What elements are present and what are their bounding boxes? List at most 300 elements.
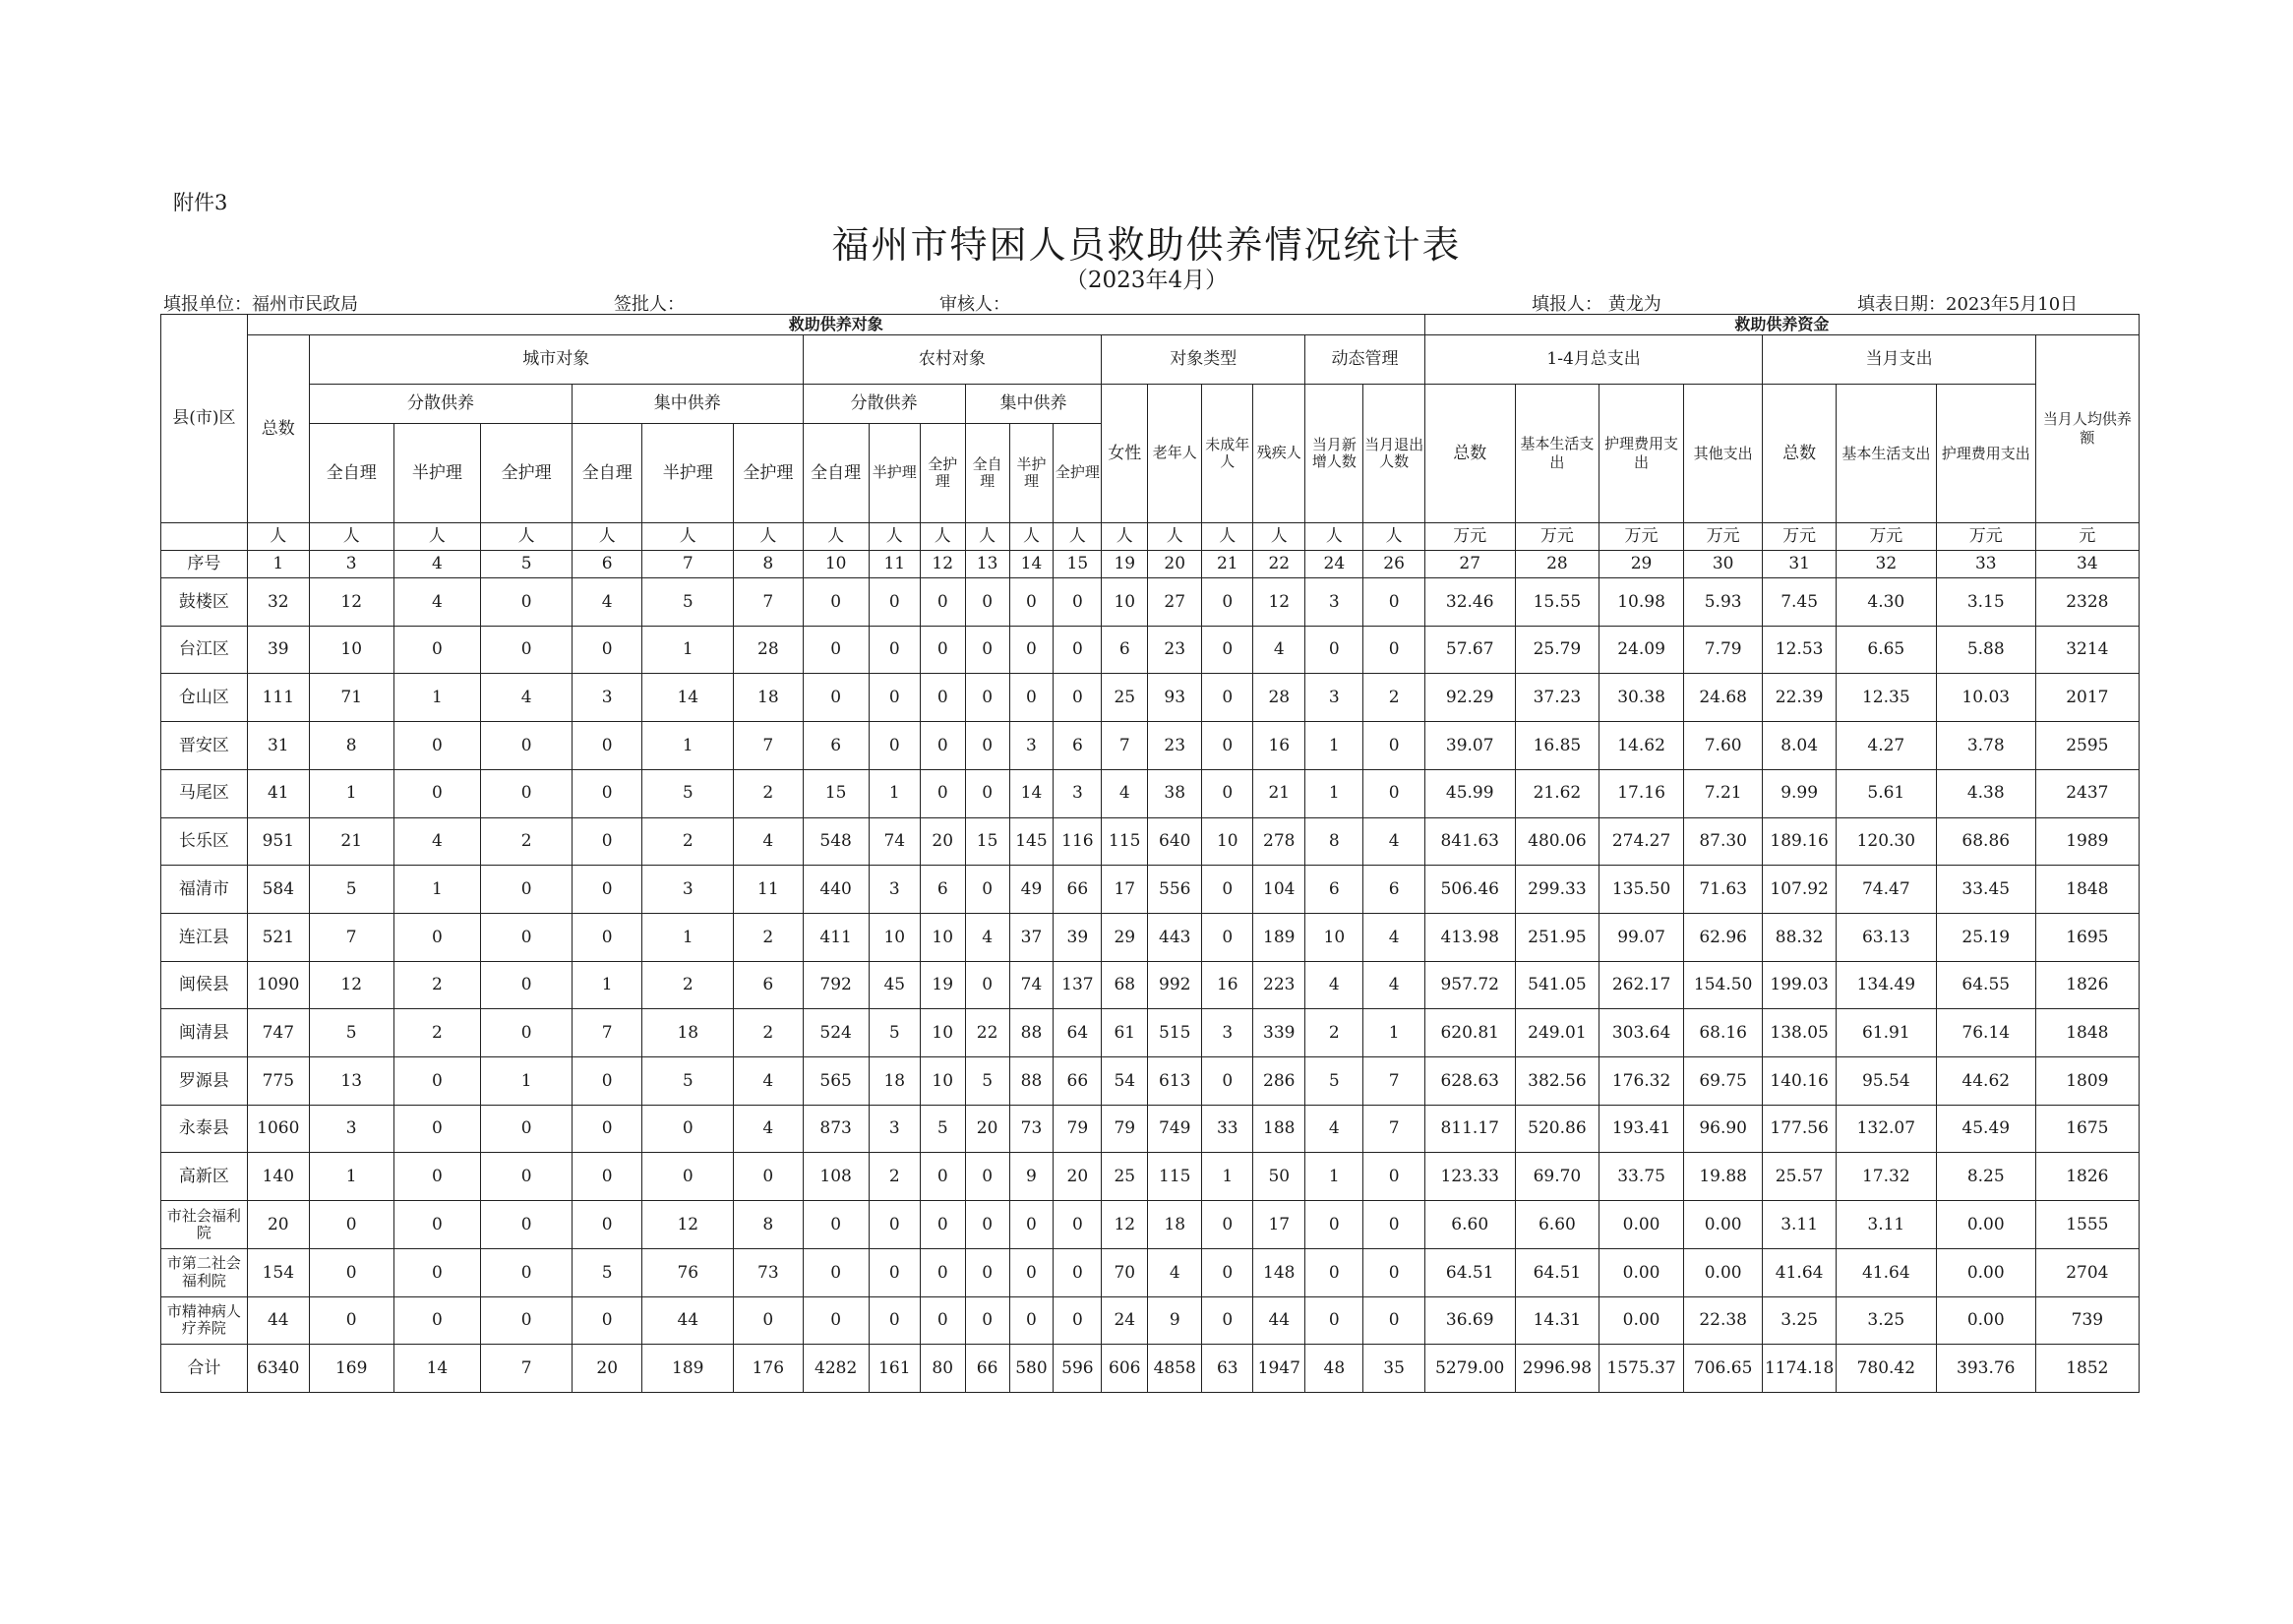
table-cell: 0 xyxy=(965,1248,1009,1296)
table-cell: 0 xyxy=(1363,1153,1424,1201)
table-cell: 115 xyxy=(1102,817,1148,866)
table-cell: 17 xyxy=(1102,866,1148,914)
table-cell: 37.23 xyxy=(1515,674,1599,722)
table-cell: 8.25 xyxy=(1936,1153,2035,1201)
hdr-exp-month: 当月支出 xyxy=(1763,335,2035,385)
table-cell: 556 xyxy=(1148,866,1202,914)
table-cell: 0 xyxy=(965,1296,1009,1345)
table-cell: 6 xyxy=(1054,722,1102,770)
table-cell: 18 xyxy=(734,674,803,722)
table-cell: 0 xyxy=(869,578,920,627)
table-cell: 382.56 xyxy=(1515,1057,1599,1106)
table-cell: 14 xyxy=(393,1345,481,1393)
row-county-name: 马尾区 xyxy=(161,769,248,817)
table-cell: 2 xyxy=(642,817,734,866)
table-cell: 3.11 xyxy=(1836,1201,1936,1249)
table-cell: 0 xyxy=(393,626,481,674)
table-cell: 1 xyxy=(642,626,734,674)
table-cell: 620.81 xyxy=(1424,1009,1515,1057)
table-cell: 1695 xyxy=(2035,913,2139,961)
hdr-minor: 未成年人 xyxy=(1202,385,1253,523)
table-cell: 70 xyxy=(1102,1248,1148,1296)
table-cell: 41 xyxy=(247,769,309,817)
table-cell: 739 xyxy=(2035,1296,2139,1345)
table-cell: 0 xyxy=(920,769,965,817)
seq-number-cell: 1 xyxy=(247,551,309,578)
table-cell: 1 xyxy=(393,674,481,722)
table-cell: 4.27 xyxy=(1836,722,1936,770)
row-county-name: 永泰县 xyxy=(161,1105,248,1153)
unit-cell: 人 xyxy=(573,523,642,551)
hdr-urban-centralized: 集中供养 xyxy=(573,385,804,424)
table-row xyxy=(161,866,2140,914)
table-cell: 1989 xyxy=(2035,817,2139,866)
table-cell: 0 xyxy=(481,1296,573,1345)
table-cell: 6 xyxy=(1363,866,1424,914)
table-cell: 41.64 xyxy=(1763,1248,1836,1296)
table-cell: 1 xyxy=(393,866,481,914)
table-cell: 0 xyxy=(1009,674,1054,722)
table-cell: 79 xyxy=(1054,1105,1102,1153)
table-cell: 7 xyxy=(1363,1105,1424,1153)
table-cell: 5.61 xyxy=(1836,769,1936,817)
table-cell: 57.67 xyxy=(1424,626,1515,674)
table-cell: 0 xyxy=(803,1201,869,1249)
table-cell: 0 xyxy=(1305,626,1363,674)
page-title: 福州市特困人员救助供养情况统计表 xyxy=(831,223,1462,267)
unit-cell: 人 xyxy=(642,523,734,551)
table-cell: 8 xyxy=(309,722,393,770)
table-cell: 3.78 xyxy=(1936,722,2035,770)
seq-number-cell: 22 xyxy=(1253,551,1305,578)
table-cell: 74 xyxy=(1009,961,1054,1009)
hdr-u-s-self: 全自理 xyxy=(309,424,393,523)
table-cell: 49 xyxy=(1009,866,1054,914)
table-cell: 5 xyxy=(1305,1057,1363,1106)
table-cell: 5 xyxy=(869,1009,920,1057)
units-blank-cell xyxy=(161,523,248,551)
unit-cell: 人 xyxy=(1009,523,1054,551)
table-row xyxy=(161,1296,2140,1345)
table-cell: 0 xyxy=(393,1153,481,1201)
table-cell: 17.16 xyxy=(1599,769,1684,817)
unit-cell: 万元 xyxy=(1936,523,2035,551)
unit-cell: 万元 xyxy=(1836,523,1936,551)
hdr-r-c-semi: 半护理 xyxy=(1009,424,1054,523)
table-cell: 18 xyxy=(642,1009,734,1057)
table-cell: 0 xyxy=(309,1296,393,1345)
table-cell: 7.45 xyxy=(1763,578,1836,627)
seq-number-cell: 11 xyxy=(869,551,920,578)
table-cell: 66 xyxy=(1054,1057,1102,1106)
table-cell: 32.46 xyxy=(1424,578,1515,627)
table-cell: 23 xyxy=(1148,722,1202,770)
table-cell: 2 xyxy=(642,961,734,1009)
hdr-fm-total: 总数 xyxy=(1763,385,1836,523)
table-cell: 1 xyxy=(642,722,734,770)
table-cell: 10 xyxy=(309,626,393,674)
table-cell: 2 xyxy=(393,961,481,1009)
table-cell: 443 xyxy=(1148,913,1202,961)
unit-cell: 人 xyxy=(481,523,573,551)
table-cell: 0 xyxy=(481,1153,573,1201)
table-cell: 0 xyxy=(393,1201,481,1249)
hdr-f14-other: 其他支出 xyxy=(1683,385,1763,523)
table-row xyxy=(161,674,2140,722)
table-cell: 841.63 xyxy=(1424,817,1515,866)
table-cell: 1 xyxy=(309,1153,393,1201)
table-cell: 99.07 xyxy=(1599,913,1684,961)
table-cell: 12 xyxy=(1102,1201,1148,1249)
table-cell: 145 xyxy=(1009,817,1054,866)
table-cell: 5 xyxy=(642,578,734,627)
table-cell: 1826 xyxy=(2035,961,2139,1009)
table-cell: 4 xyxy=(734,1105,803,1153)
seq-number-cell: 33 xyxy=(1936,551,2035,578)
table-cell: 0 xyxy=(481,866,573,914)
hdr-fm-care: 护理费用支出 xyxy=(1936,385,2035,523)
meta-reviewer: 审核人： xyxy=(939,294,1010,315)
table-cell: 33.45 xyxy=(1936,866,2035,914)
table-cell: 7 xyxy=(1363,1057,1424,1106)
table-cell: 3.11 xyxy=(1763,1201,1836,1249)
table-cell: 0 xyxy=(573,1153,642,1201)
row-county-name: 高新区 xyxy=(161,1153,248,1201)
table-cell: 115 xyxy=(1148,1153,1202,1201)
table-cell: 36.69 xyxy=(1424,1296,1515,1345)
table-cell: 64.51 xyxy=(1515,1248,1599,1296)
table-cell: 28 xyxy=(734,626,803,674)
table-cell: 3 xyxy=(642,866,734,914)
seq-number-cell: 4 xyxy=(393,551,481,578)
table-cell: 30.38 xyxy=(1599,674,1684,722)
table-cell: 0 xyxy=(393,1296,481,1345)
table-cell: 96.90 xyxy=(1683,1105,1763,1153)
row-county-name: 长乐区 xyxy=(161,817,248,866)
table-cell: 0 xyxy=(1363,1296,1424,1345)
table-cell: 0 xyxy=(803,674,869,722)
table-cell: 0 xyxy=(573,866,642,914)
table-cell: 8.04 xyxy=(1763,722,1836,770)
table-cell: 1675 xyxy=(2035,1105,2139,1153)
table-cell: 0 xyxy=(573,769,642,817)
table-cell: 0 xyxy=(1202,866,1253,914)
row-county-name: 闽侯县 xyxy=(161,961,248,1009)
row-county-name: 市精神病人疗养院 xyxy=(161,1296,248,1345)
table-cell: 262.17 xyxy=(1599,961,1684,1009)
table-cell: 2 xyxy=(481,817,573,866)
table-cell: 35 xyxy=(1363,1345,1424,1393)
table-cell: 6 xyxy=(734,961,803,1009)
table-cell: 0 xyxy=(920,674,965,722)
table-cell: 303.64 xyxy=(1599,1009,1684,1057)
table-cell: 189 xyxy=(1253,913,1305,961)
seq-number-cell: 34 xyxy=(2035,551,2139,578)
table-cell: 5 xyxy=(309,1009,393,1057)
table-cell: 0 xyxy=(1054,1296,1102,1345)
hdr-f14-care: 护理费用支出 xyxy=(1599,385,1684,523)
table-cell: 0 xyxy=(573,817,642,866)
table-cell: 1 xyxy=(1363,1009,1424,1057)
table-cell: 22.38 xyxy=(1683,1296,1763,1345)
table-cell: 19 xyxy=(920,961,965,1009)
hdr-county: 县(市)区 xyxy=(161,315,248,523)
table-cell: 1848 xyxy=(2035,1009,2139,1057)
table-cell: 44 xyxy=(1253,1296,1305,1345)
table-cell: 5 xyxy=(573,1248,642,1296)
table-cell: 7 xyxy=(309,913,393,961)
table-cell: 0 xyxy=(1054,674,1102,722)
table-cell: 0 xyxy=(1202,913,1253,961)
hdr-r-c-self: 全自理 xyxy=(965,424,1009,523)
table-cell: 15 xyxy=(803,769,869,817)
table-cell: 7 xyxy=(734,578,803,627)
table-cell: 0 xyxy=(393,722,481,770)
table-cell: 2 xyxy=(734,913,803,961)
table-cell: 0 xyxy=(1363,1248,1424,1296)
table-cell: 79 xyxy=(1102,1105,1148,1153)
table-cell: 286 xyxy=(1253,1057,1305,1106)
table-cell: 41.64 xyxy=(1836,1248,1936,1296)
table-cell: 73 xyxy=(1009,1105,1054,1153)
table-cell: 71 xyxy=(309,674,393,722)
table-cell: 775 xyxy=(247,1057,309,1106)
table-cell: 4 xyxy=(573,578,642,627)
table-cell: 613 xyxy=(1148,1057,1202,1106)
table-cell: 957.72 xyxy=(1424,961,1515,1009)
table-cell: 4 xyxy=(481,674,573,722)
table-cell: 251.95 xyxy=(1515,913,1599,961)
seq-number-cell: 13 xyxy=(965,551,1009,578)
table-cell: 3 xyxy=(1305,578,1363,627)
table-cell: 3.25 xyxy=(1763,1296,1836,1345)
table-cell: 0 xyxy=(965,1201,1009,1249)
table-cell: 0 xyxy=(1202,578,1253,627)
table-cell: 16 xyxy=(1202,961,1253,1009)
table-cell: 17.32 xyxy=(1836,1153,1936,1201)
unit-cell: 人 xyxy=(965,523,1009,551)
table-cell: 104 xyxy=(1253,866,1305,914)
table-cell: 0 xyxy=(920,626,965,674)
table-cell: 2328 xyxy=(2035,578,2139,627)
table-row xyxy=(161,961,2140,1009)
table-cell: 5.93 xyxy=(1683,578,1763,627)
table-cell: 12.53 xyxy=(1763,626,1836,674)
unit-cell: 人 xyxy=(1148,523,1202,551)
table-cell: 2 xyxy=(1305,1009,1363,1057)
table-row xyxy=(161,1201,2140,1249)
seq-number-cell: 14 xyxy=(1009,551,1054,578)
table-cell: 0 xyxy=(1009,578,1054,627)
table-cell: 0 xyxy=(481,961,573,1009)
table-cell: 4282 xyxy=(803,1345,869,1393)
table-cell: 76 xyxy=(642,1248,734,1296)
hdr-group-funds: 救助供养资金 xyxy=(1424,315,2139,335)
table-cell: 4 xyxy=(1253,626,1305,674)
table-cell: 13 xyxy=(309,1057,393,1106)
table-cell: 25 xyxy=(1102,674,1148,722)
table-cell: 74 xyxy=(869,817,920,866)
table-cell: 20 xyxy=(920,817,965,866)
table-cell: 2 xyxy=(734,1009,803,1057)
seq-label-cell: 序号 xyxy=(161,551,248,578)
hdr-exit-month: 当月退出人数 xyxy=(1363,385,1424,523)
attachment-label: 附件3 xyxy=(173,191,228,214)
table-cell: 299.33 xyxy=(1515,866,1599,914)
table-cell: 0 xyxy=(869,1201,920,1249)
table-cell: 6 xyxy=(920,866,965,914)
table-cell: 29 xyxy=(1102,913,1148,961)
table-cell: 0 xyxy=(1054,1201,1102,1249)
unit-cell: 人 xyxy=(1202,523,1253,551)
table-cell: 0 xyxy=(965,626,1009,674)
table-cell: 24.68 xyxy=(1683,674,1763,722)
table-cell: 2 xyxy=(734,769,803,817)
table-cell: 32 xyxy=(247,578,309,627)
unit-cell: 人 xyxy=(869,523,920,551)
table-cell: 6 xyxy=(1305,866,1363,914)
table-cell: 20 xyxy=(965,1105,1009,1153)
table-row xyxy=(161,1057,2140,1106)
seq-number-cell: 3 xyxy=(309,551,393,578)
hdr-u-c-full: 全护理 xyxy=(734,424,803,523)
table-cell: 1174.18 xyxy=(1763,1345,1836,1393)
table-cell: 137 xyxy=(1054,961,1102,1009)
table-cell: 7 xyxy=(734,722,803,770)
table-cell: 10 xyxy=(869,913,920,961)
unit-cell: 人 xyxy=(393,523,481,551)
table-cell: 68.16 xyxy=(1683,1009,1763,1057)
table-cell: 14.31 xyxy=(1515,1296,1599,1345)
table-row xyxy=(161,578,2140,627)
table-cell: 45.99 xyxy=(1424,769,1515,817)
table-cell: 31 xyxy=(247,722,309,770)
table-cell: 0 xyxy=(1363,578,1424,627)
table-cell: 18 xyxy=(1148,1201,1202,1249)
table-cell: 66 xyxy=(1054,866,1102,914)
table-cell: 25.57 xyxy=(1763,1153,1836,1201)
meta-approver: 签批人： xyxy=(614,294,685,315)
table-cell: 64.55 xyxy=(1936,961,2035,1009)
table-cell: 0 xyxy=(393,1057,481,1106)
unit-cell: 人 xyxy=(309,523,393,551)
seq-number-cell: 19 xyxy=(1102,551,1148,578)
table-cell: 3 xyxy=(1054,769,1102,817)
table-cell: 0 xyxy=(869,722,920,770)
table-cell: 7.60 xyxy=(1683,722,1763,770)
table-cell: 17 xyxy=(1253,1201,1305,1249)
table-cell: 14 xyxy=(642,674,734,722)
table-row xyxy=(161,769,2140,817)
table-cell: 123.33 xyxy=(1424,1153,1515,1201)
table-cell: 61 xyxy=(1102,1009,1148,1057)
table-cell: 37 xyxy=(1009,913,1054,961)
table-cell: 45 xyxy=(869,961,920,1009)
table-cell: 0 xyxy=(1009,1296,1054,1345)
table-cell: 189.16 xyxy=(1763,817,1836,866)
hdr-u-s-semi: 半护理 xyxy=(393,424,481,523)
table-cell: 63.13 xyxy=(1836,913,1936,961)
unit-cell: 元 xyxy=(2035,523,2139,551)
table-cell: 5279.00 xyxy=(1424,1345,1515,1393)
table-cell: 506.46 xyxy=(1424,866,1515,914)
table-cell: 0 xyxy=(393,769,481,817)
table-cell: 0 xyxy=(920,722,965,770)
table-cell: 19.88 xyxy=(1683,1153,1763,1201)
table-cell: 69.75 xyxy=(1683,1057,1763,1106)
table-cell: 780.42 xyxy=(1836,1345,1936,1393)
unit-cell: 万元 xyxy=(1599,523,1684,551)
table-cell: 2996.98 xyxy=(1515,1345,1599,1393)
table-cell: 15 xyxy=(965,817,1009,866)
table-row xyxy=(161,817,2140,866)
table-cell: 0 xyxy=(573,1296,642,1345)
meta-date: 填表日期：2023年5月10日 xyxy=(1857,294,2079,315)
table-cell: 135.50 xyxy=(1599,866,1684,914)
table-cell: 411 xyxy=(803,913,869,961)
table-cell: 0 xyxy=(642,1105,734,1153)
table-cell: 7 xyxy=(1102,722,1148,770)
table-cell: 0 xyxy=(1363,722,1424,770)
table-cell: 68.86 xyxy=(1936,817,2035,866)
seq-number-cell: 30 xyxy=(1683,551,1763,578)
table-cell: 0 xyxy=(920,1153,965,1201)
table-cell: 1 xyxy=(573,961,642,1009)
table-cell: 169 xyxy=(309,1345,393,1393)
table-cell: 3 xyxy=(309,1105,393,1153)
seq-number-cell: 28 xyxy=(1515,551,1599,578)
table-cell: 4.38 xyxy=(1936,769,2035,817)
table-cell: 992 xyxy=(1148,961,1202,1009)
table-cell: 749 xyxy=(1148,1105,1202,1153)
hdr-rural-centralized: 集中供养 xyxy=(965,385,1102,424)
table-cell: 22 xyxy=(965,1009,1009,1057)
table-cell: 76.14 xyxy=(1936,1009,2035,1057)
table-cell: 249.01 xyxy=(1515,1009,1599,1057)
table-cell: 3.15 xyxy=(1936,578,2035,627)
table-cell: 4 xyxy=(1363,913,1424,961)
seq-number-cell: 26 xyxy=(1363,551,1424,578)
table-cell: 0 xyxy=(920,1296,965,1345)
table-cell: 7 xyxy=(573,1009,642,1057)
table-cell: 0 xyxy=(965,961,1009,1009)
table-cell: 3 xyxy=(869,1105,920,1153)
table-cell: 5 xyxy=(309,866,393,914)
table-cell: 66 xyxy=(965,1345,1009,1393)
table-cell: 0 xyxy=(481,913,573,961)
row-county-name: 台江区 xyxy=(161,626,248,674)
hdr-elderly: 老年人 xyxy=(1148,385,1202,523)
seq-number-cell: 8 xyxy=(734,551,803,578)
table-cell: 12 xyxy=(1253,578,1305,627)
table-cell: 0 xyxy=(1202,674,1253,722)
table-cell: 107.92 xyxy=(1763,866,1836,914)
table-cell: 15.55 xyxy=(1515,578,1599,627)
table-cell: 20 xyxy=(1054,1153,1102,1201)
table-body xyxy=(161,578,2140,1393)
table-cell: 4 xyxy=(1305,1105,1363,1153)
table-row xyxy=(161,626,2140,674)
seq-number-cell: 7 xyxy=(642,551,734,578)
table-cell: 1848 xyxy=(2035,866,2139,914)
table-cell: 20 xyxy=(247,1201,309,1249)
row-county-name: 连江县 xyxy=(161,913,248,961)
table-cell: 54 xyxy=(1102,1057,1148,1106)
table-cell: 4 xyxy=(1148,1248,1202,1296)
table-cell: 1852 xyxy=(2035,1345,2139,1393)
units-row xyxy=(161,523,2140,551)
table-cell: 0 xyxy=(573,722,642,770)
